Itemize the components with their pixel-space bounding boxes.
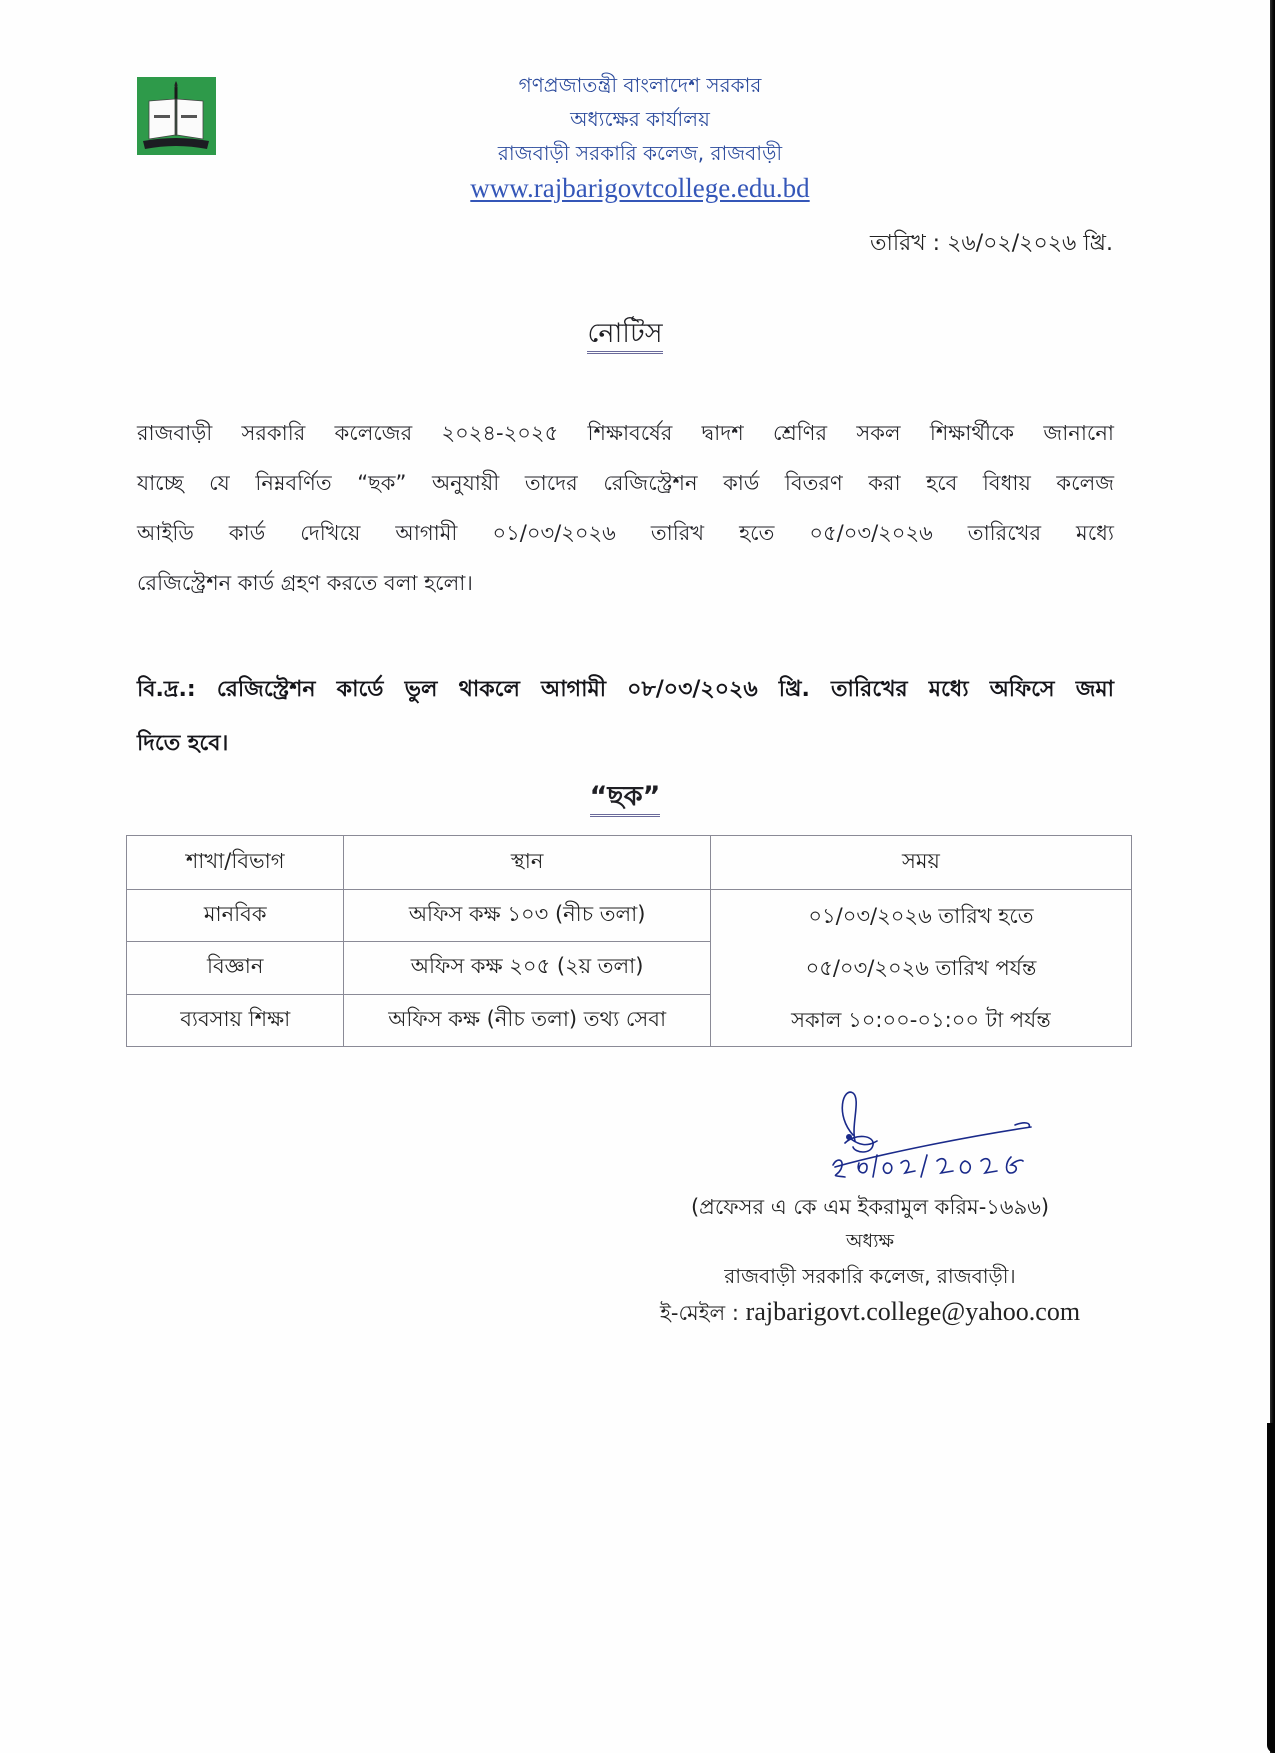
cell-department: মানবিক xyxy=(127,890,344,942)
government-name: গণপ্রজাতন্ত্রী বাংলাদেশ সরকার xyxy=(518,73,762,97)
cell-time xyxy=(710,890,1131,1047)
header-time: সময় xyxy=(710,836,1131,890)
email-label: ই-মেইল : xyxy=(659,1301,739,1325)
notice-title: নোটিস xyxy=(587,318,662,354)
body-line: রাজবাড়ী সরকারি কলেজের ২০২৪-২০২৫ শিক্ষাবর্ষের দ্বাদশ শ্রেণির সকল শিক্ষার্থীকে জানানো xyxy=(137,421,1114,445)
college-name: রাজবাড়ী সরকারি কলেজ, রাজবাড়ী xyxy=(497,141,783,165)
website-link[interactable]: www.rajbarigovtcollege.edu.bd xyxy=(470,173,810,203)
time-line: সকাল ১০:০০-০১:০০ টা পর্যন্ত xyxy=(791,1008,1051,1032)
table-row xyxy=(127,890,1132,942)
principal-title: অধ্যক্ষ xyxy=(845,1230,894,1252)
college-address: রাজবাড়ী সরকারি কলেজ, রাজবাড়ী। xyxy=(724,1264,1016,1288)
table-header-row xyxy=(127,836,1132,890)
note-section xyxy=(137,663,1114,771)
body-line: যাচ্ছে যে নিম্নবর্ণিত “ছক” অনুযায়ী তাদের রেজিস্ট্রেশন কার্ড বিতরণ করা হবে বিধায় কলেজ xyxy=(137,471,1114,495)
cell-location: অফিস কক্ষ (নীচ তলা) তথ্য সেবা xyxy=(344,994,711,1046)
handwritten-signature xyxy=(815,1085,1045,1190)
notice-heading xyxy=(0,313,1250,358)
book-candle-crest-icon xyxy=(137,77,216,155)
note-line: দিতে হবে। xyxy=(137,731,229,756)
notice-body xyxy=(137,408,1114,608)
note-line: বি.দ্র.: রেজিস্ট্রেশন কার্ডে ভুল থাকলে আগামী ০৮/০৩/২০২৬ খ্রি. তারিখের মধ্যে অফিসে জমা xyxy=(137,677,1114,702)
notice-date xyxy=(870,226,1113,263)
header-department: শাখা/বিভাগ xyxy=(127,836,344,890)
signoff-block xyxy=(620,1190,1120,1331)
email-address[interactable]: rajbarigovt.college@yahoo.com xyxy=(745,1297,1081,1326)
signature-scribble-icon xyxy=(815,1085,1045,1190)
cell-location: অফিস কক্ষ ১০৩ (নীচ তলা) xyxy=(344,890,711,942)
time-line: ০১/০৩/২০২৬ তারিখ হতে xyxy=(808,904,1034,928)
cell-department: বিজ্ঞান xyxy=(127,942,344,994)
scan-edge-shadow-bottom xyxy=(1267,1423,1275,1753)
cell-department: ব্যবসায় শিক্ষা xyxy=(127,994,344,1046)
header-location: স্থান xyxy=(344,836,711,890)
office-name: অধ্যক্ষের কার্যালয় xyxy=(570,107,710,131)
date-value: ২৬/০২/২০২৬ খ্রি. xyxy=(947,231,1113,256)
letterhead xyxy=(380,68,900,206)
email-line xyxy=(620,1294,1120,1331)
principal-name: (প্রফেসর এ কে এম ইকরামুল করিম-১৬৯৬) xyxy=(690,1195,1050,1219)
schedule-heading xyxy=(0,776,1250,821)
date-label: তারিখ : xyxy=(869,231,941,256)
time-line: ০৫/০৩/২০২৬ তারিখ পর্যন্ত xyxy=(805,956,1037,980)
cell-location: অফিস কক্ষ ২০৫ (২য় তলা) xyxy=(344,942,711,994)
body-line: রেজিস্ট্রেশন কার্ড গ্রহণ করতে বলা হলো। xyxy=(137,571,473,595)
schedule-table xyxy=(126,835,1132,1047)
schedule-title: “ছক” xyxy=(590,781,661,817)
college-logo xyxy=(137,77,216,155)
body-line: আইডি কার্ড দেখিয়ে আগামী ০১/০৩/২০২৬ তারিখ হতে ০৫/০৩/২০২৬ তারিখের মধ্যে xyxy=(137,521,1114,545)
